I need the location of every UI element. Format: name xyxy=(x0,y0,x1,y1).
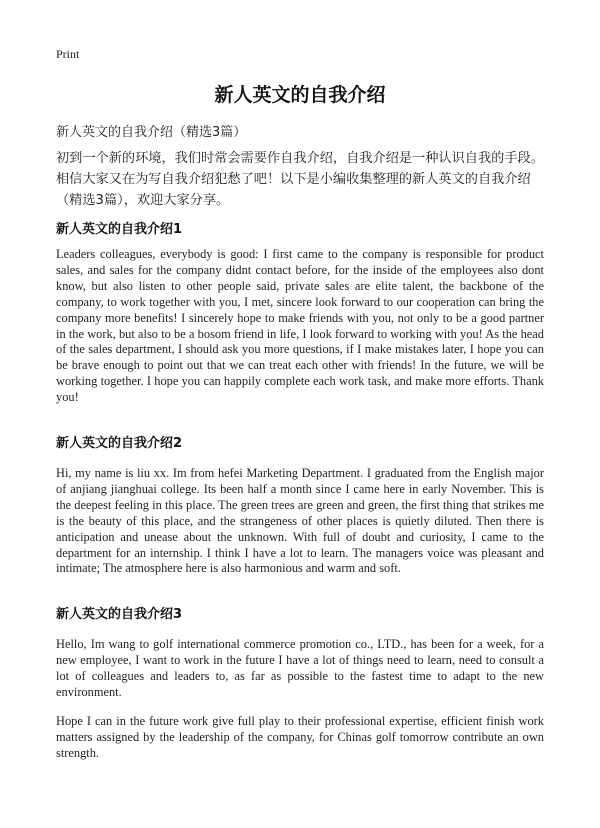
print-link[interactable]: Print xyxy=(56,47,80,61)
section-2-paragraph: Hi, my name is liu xx. Im from hefei Marketing Department. I graduated from the English major of anjiang jianghuai college. Its been half a month since I came here in early November. This is the deepest feeling in this place. The green trees are green and green, the first thing that strikes me is the beauty of this place, and the strangeness of other places is quietly diluted. Then there is anticipation and unease about the unknown. With full of doubt and curiosity, I came to the department for an internship. I think I have a lot to learn. The managers voice was pleasant and intimate; The atmosphere here is also harmonious and warm and soft. xyxy=(56,466,544,576)
document-subtitle: 新人英文的自我介绍（精选3篇） xyxy=(56,125,247,140)
section-2-heading: 新人英文的自我介绍2 xyxy=(56,436,183,451)
page-title: 新人英文的自我介绍 xyxy=(214,84,386,106)
section-1-heading: 新人英文的自我介绍1 xyxy=(56,222,183,237)
section-3-paragraph-1: Hello, Im wang to golf international commerce promotion co., LTD., has been for a week, for a new employee, I want to work in the future I have a lot of things need to learn, need to consult a lot of colleagues and leaders to, as far as possible to the fastest time to adapt to the new environment. xyxy=(56,637,544,699)
section-1-paragraph: Leaders colleagues, everybody is good: I first came to the company is responsible for product sales, and sales for the company didnt contact before, for the inside of the employees also dont know, but also listen to other people said, private sales are elite talent, the backbone of the company, to work together with you, I met, sincere look forward to our cooperation can bring the company more benefits! I sincerely hope to make friends with you, not only to be a good partner in the work, but also to be a bosom friend in life, I look forward to working with you! As the head of the sales department, I should ask you more questions, if I make mistakes later, I hope you can be brave enough to point out that we can treat each other with friends! In the future, we will be working together. I hope you can happily complete each work task, and make more efforts. Thank you! xyxy=(56,247,544,405)
section-3-heading: 新人英文的自我介绍3 xyxy=(56,607,183,622)
section-3-paragraph-2: Hope I can in the future work give full play to their professional expertise, efficient finish work matters assigned by the leadership of the company, for Chinas golf tomorrow contribute an own strength. xyxy=(56,714,544,760)
intro-paragraph: 初到一个新的环境，我们时常会需要作自我介绍，自我介绍是一种认识自我的手段。相信大家又在为写自我介绍犯愁了吧！以下是小编收集整理的新人英文的自我介绍（精选3篇），欢迎大家分享。 xyxy=(56,151,544,208)
